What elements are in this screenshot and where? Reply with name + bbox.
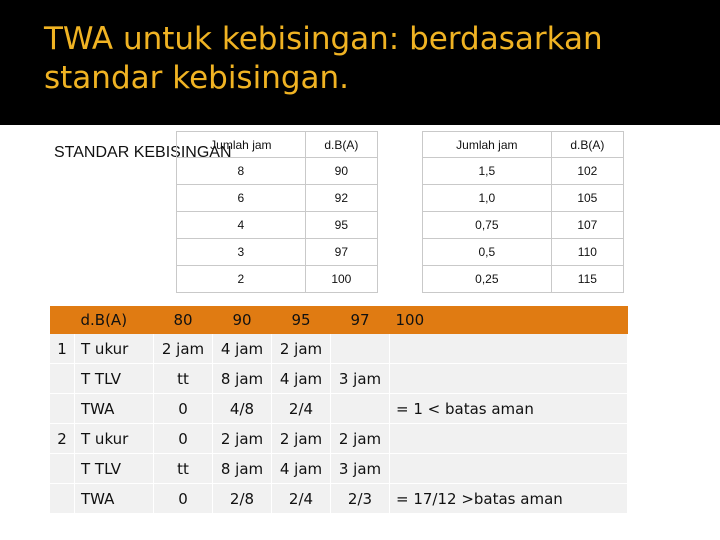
twa-table-row bbox=[50, 334, 628, 364]
table-cell: 2 jam bbox=[272, 424, 331, 454]
column-gap bbox=[377, 185, 422, 212]
header-cell: d.B(A) bbox=[75, 306, 154, 334]
col-header: d.B(A) bbox=[551, 132, 623, 158]
table-cell: 2/3 bbox=[331, 484, 390, 514]
standard-table-row bbox=[177, 266, 624, 293]
column-gap bbox=[377, 158, 422, 185]
table-cell bbox=[390, 364, 628, 394]
table-cell: 0,75 bbox=[422, 212, 551, 239]
table-cell: 6 bbox=[177, 185, 306, 212]
table-cell bbox=[390, 454, 628, 484]
table-cell: 4 jam bbox=[213, 334, 272, 364]
table-cell: 0 bbox=[154, 484, 213, 514]
table-cell: 8 bbox=[177, 158, 306, 185]
column-gap bbox=[377, 266, 422, 293]
table-cell: 95 bbox=[305, 212, 377, 239]
standard-table-row bbox=[177, 185, 624, 212]
table-cell: T TLV bbox=[75, 364, 154, 394]
table-cell bbox=[50, 454, 75, 484]
table-cell: 4/8 bbox=[213, 394, 272, 424]
table-cell: 105 bbox=[551, 185, 623, 212]
table-cell bbox=[50, 394, 75, 424]
header-cell: 97 bbox=[331, 306, 390, 334]
twa-table-header bbox=[50, 306, 628, 334]
table-cell bbox=[390, 334, 628, 364]
header-cell: 100 bbox=[390, 306, 628, 334]
table-cell: T ukur bbox=[75, 334, 154, 364]
table-cell: 1,0 bbox=[422, 185, 551, 212]
table-cell: 8 jam bbox=[213, 454, 272, 484]
table-cell: = 1 < batas aman bbox=[390, 394, 628, 424]
twa-table-row bbox=[50, 454, 628, 484]
table-cell: T ukur bbox=[75, 424, 154, 454]
table-cell: 100 bbox=[305, 266, 377, 293]
twa-table-row bbox=[50, 484, 628, 514]
table-cell bbox=[331, 334, 390, 364]
table-cell: 2 bbox=[177, 266, 306, 293]
table-cell: 4 jam bbox=[272, 454, 331, 484]
header-cell: 90 bbox=[213, 306, 272, 334]
col-header: Jumlah jam bbox=[422, 132, 551, 158]
standard-table-header bbox=[177, 132, 624, 158]
table-cell: 107 bbox=[551, 212, 623, 239]
table-cell: 2 jam bbox=[154, 334, 213, 364]
header-cell: 80 bbox=[154, 306, 213, 334]
table-cell: 1 bbox=[50, 334, 75, 364]
table-cell: = 17/12 >batas aman bbox=[390, 484, 628, 514]
table-cell bbox=[50, 484, 75, 514]
table-cell: 2/8 bbox=[213, 484, 272, 514]
standard-table-row bbox=[177, 212, 624, 239]
header-cell: 95 bbox=[272, 306, 331, 334]
table-cell: 2/4 bbox=[272, 394, 331, 424]
table-cell: 90 bbox=[305, 158, 377, 185]
col-header: d.B(A) bbox=[305, 132, 377, 158]
column-gap bbox=[377, 212, 422, 239]
standard-table bbox=[176, 131, 624, 293]
header-cell bbox=[50, 306, 75, 334]
table-cell bbox=[50, 364, 75, 394]
table-cell: T TLV bbox=[75, 454, 154, 484]
table-cell: 110 bbox=[551, 239, 623, 266]
table-cell: tt bbox=[154, 364, 213, 394]
table-cell: 2 jam bbox=[331, 424, 390, 454]
table-cell: TWA bbox=[75, 484, 154, 514]
table-cell: 3 bbox=[177, 239, 306, 266]
table-cell: 3 jam bbox=[331, 364, 390, 394]
table-cell: 2/4 bbox=[272, 484, 331, 514]
table-cell: 0,25 bbox=[422, 266, 551, 293]
table-cell: 2 jam bbox=[213, 424, 272, 454]
table-cell: 0 bbox=[154, 424, 213, 454]
table-cell: 8 jam bbox=[213, 364, 272, 394]
table-cell: 92 bbox=[305, 185, 377, 212]
table-cell: 115 bbox=[551, 266, 623, 293]
standard-table-row bbox=[177, 158, 624, 185]
table-cell: 2 jam bbox=[272, 334, 331, 364]
table-cell: 0 bbox=[154, 394, 213, 424]
slide-title: TWA untuk kebisingan: berdasarkan standar kebisingan. bbox=[44, 21, 603, 96]
twa-table-row bbox=[50, 424, 628, 454]
table-cell bbox=[331, 394, 390, 424]
table-cell: 4 jam bbox=[272, 364, 331, 394]
table-cell: 2 bbox=[50, 424, 75, 454]
twa-table-row bbox=[50, 394, 628, 424]
column-gap bbox=[377, 132, 422, 158]
table-cell: 97 bbox=[305, 239, 377, 266]
column-gap bbox=[377, 239, 422, 266]
table-cell: TWA bbox=[75, 394, 154, 424]
table-cell bbox=[390, 424, 628, 454]
title-bar bbox=[0, 0, 720, 125]
col-header: Jumlah jam bbox=[177, 132, 306, 158]
table-cell: tt bbox=[154, 454, 213, 484]
table-cell: 4 bbox=[177, 212, 306, 239]
table-cell: 102 bbox=[551, 158, 623, 185]
table-cell: 3 jam bbox=[331, 454, 390, 484]
table-cell: 0,5 bbox=[422, 239, 551, 266]
standard-label: STANDAR KEBISINGAN bbox=[54, 144, 232, 161]
twa-table-row bbox=[50, 364, 628, 394]
twa-table bbox=[50, 306, 628, 514]
standard-table-row bbox=[177, 239, 624, 266]
table-cell: 1,5 bbox=[422, 158, 551, 185]
